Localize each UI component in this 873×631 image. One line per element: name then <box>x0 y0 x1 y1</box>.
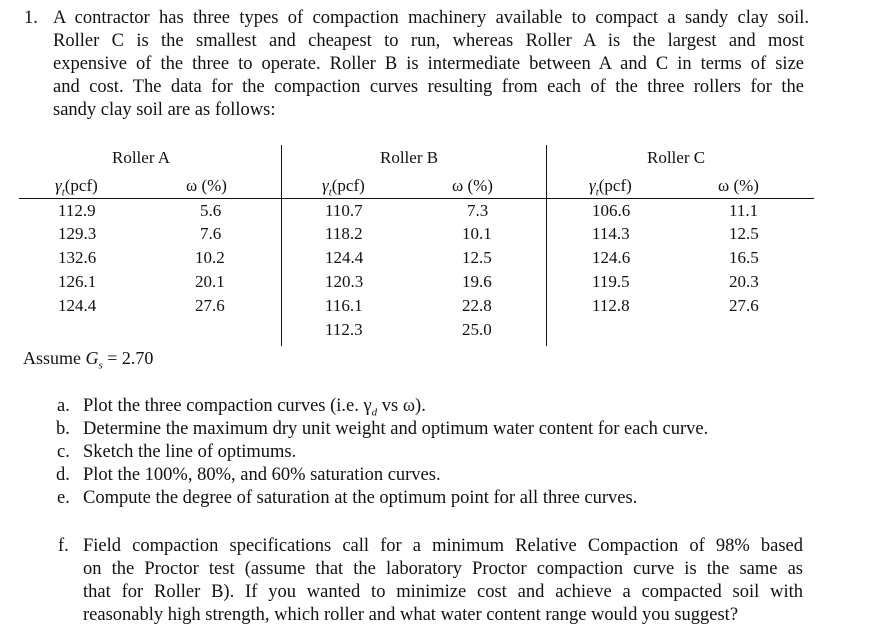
table-cell: 11.1 <box>729 201 759 220</box>
table-cell: 20.3 <box>729 272 759 291</box>
table-cell: 27.6 <box>729 296 759 315</box>
part-f-line-2: on the Proctor test (assume that the laboratory Proctor compaction curve is the same as <box>83 559 803 579</box>
divider-ab <box>281 145 282 346</box>
table-cell: 12.5 <box>462 248 492 267</box>
part-f-line-4: reasonably high strength, which roller and what water content range would you suggest? <box>83 605 739 625</box>
table-cell: 124.6 <box>592 248 631 267</box>
table-cell: 119.5 <box>592 272 630 291</box>
table-cell: 114.3 <box>592 224 630 243</box>
table-cell: 16.5 <box>729 248 759 267</box>
table-cell: 120.3 <box>325 272 364 291</box>
table-cell: 132.6 <box>58 248 97 267</box>
table-cell: 118.2 <box>325 224 363 243</box>
table-cell: 112.3 <box>325 320 363 339</box>
intro-line-5: sandy clay soil are as follows: <box>53 100 276 120</box>
header-rule <box>19 198 814 199</box>
part-e-text: Compute the degree of saturation at the optimum point for all three curves. <box>83 488 638 508</box>
table-cell: 124.4 <box>58 296 97 315</box>
table-cell: 27.6 <box>195 296 225 315</box>
part-a-text: Plot the three compaction curves (i.e. $\gamma_d$ vs ω). <box>83 396 426 419</box>
table-cell: 106.6 <box>592 201 631 220</box>
table-cell: 22.8 <box>462 296 492 315</box>
w-col-header-b: ω (%) <box>452 176 493 195</box>
table-cell: 10.1 <box>462 224 492 243</box>
gamma-col-header-a: $\gamma_t(pcf)$ <box>55 176 98 199</box>
part-f-line-3: that for Roller B). If you wanted to minimize cost and achieve a compacted soil with <box>83 582 803 602</box>
gamma-col-header-b: $\gamma_t(pcf)$ <box>322 176 365 199</box>
table-cell: 116.1 <box>325 296 363 315</box>
part-f-letter: f. <box>58 536 69 556</box>
table-cell: 124.4 <box>325 248 364 267</box>
w-col-header-c: ω (%) <box>718 176 759 195</box>
intro-line-3: expensive of the three to operate. Roller B is intermediate between A and C in terms of size <box>53 54 804 74</box>
part-a-letter: a. <box>57 396 70 416</box>
roller-a-header: Roller A <box>112 148 171 167</box>
part-c-letter: c. <box>57 442 70 462</box>
part-d-letter: d. <box>56 465 70 485</box>
intro-line-4: and cost. The data for the compaction curves resulting from each of the three rollers for the <box>53 77 804 97</box>
roller-c-header: Roller C <box>647 148 706 167</box>
table-cell: 7.3 <box>467 201 489 220</box>
table-cell: 12.5 <box>729 224 759 243</box>
assume-gs: Assume $G_s = 2.70$ <box>23 348 154 372</box>
w-col-header-a: ω (%) <box>186 176 227 195</box>
roller-b-header: Roller B <box>380 148 439 167</box>
table-cell: 112.9 <box>58 201 96 220</box>
table-cell: 19.6 <box>462 272 492 291</box>
gamma-col-header-c: $\gamma_t(pcf)$ <box>589 176 632 199</box>
intro-line-1: A contractor has three types of compaction machinery available to compact a sandy clay soil. <box>53 8 809 28</box>
part-b-text: Determine the maximum dry unit weight and optimum water content for each curve. <box>83 419 709 439</box>
part-f-line-1: Field compaction specifications call for a minimum Relative Compaction of 98% based <box>83 536 803 556</box>
table-cell: 129.3 <box>58 224 97 243</box>
intro-line-2: Roller C is the smallest and cheapest to run, whereas Roller A is the largest and most <box>53 31 804 51</box>
table-cell: 126.1 <box>58 272 97 291</box>
table-cell: 25.0 <box>462 320 492 339</box>
table-cell: 5.6 <box>200 201 222 220</box>
divider-bc <box>546 145 547 346</box>
table-cell: 110.7 <box>325 201 363 220</box>
table-cell: 20.1 <box>195 272 225 291</box>
part-b-letter: b. <box>56 419 70 439</box>
table-cell: 7.6 <box>200 224 222 243</box>
part-d-text: Plot the 100%, 80%, and 60% saturation curves. <box>83 465 441 485</box>
table-cell: 112.8 <box>592 296 630 315</box>
part-e-letter: e. <box>57 488 70 508</box>
table-cell: 10.2 <box>195 248 225 267</box>
part-c-text: Sketch the line of optimums. <box>83 442 297 462</box>
problem-number: 1. <box>24 8 38 28</box>
